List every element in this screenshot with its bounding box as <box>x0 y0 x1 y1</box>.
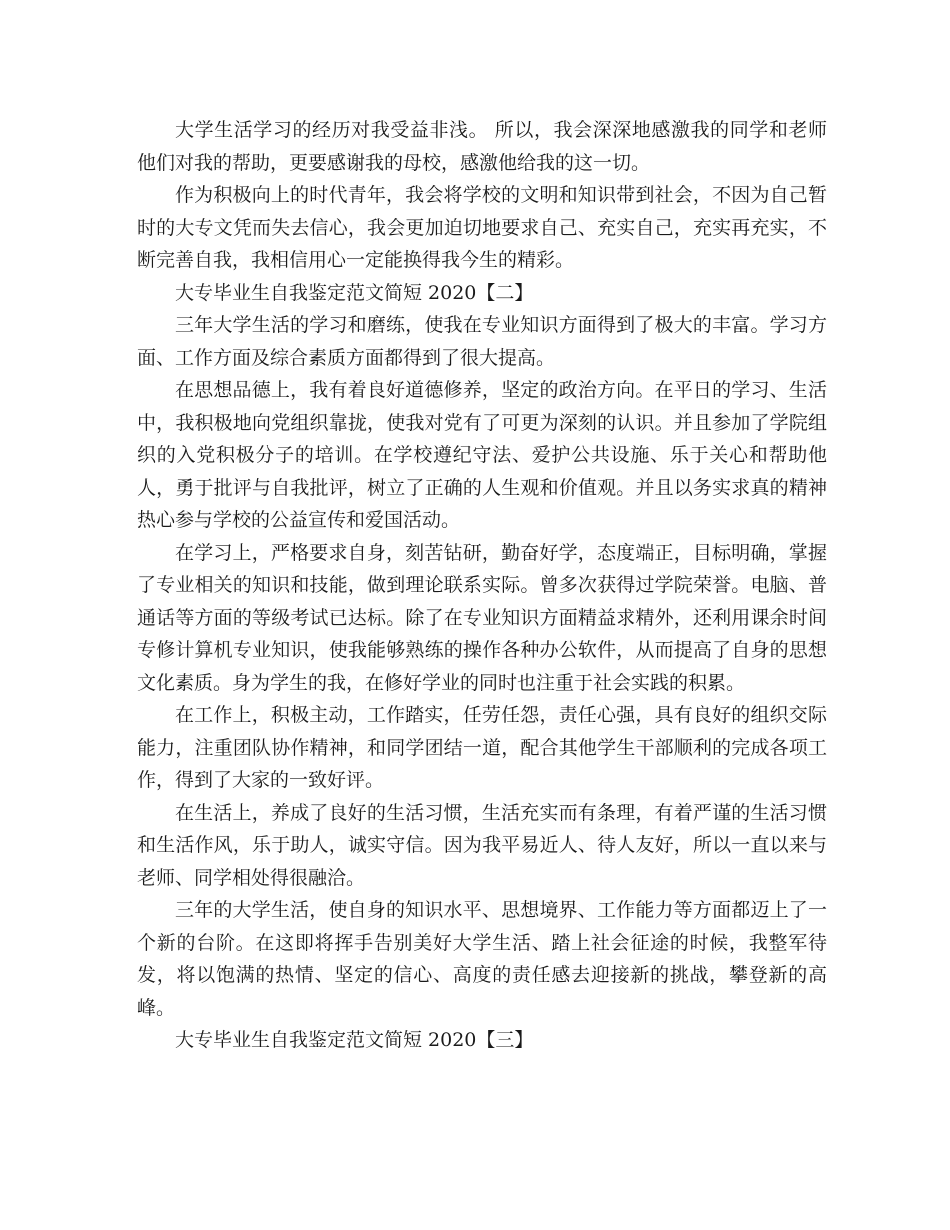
paragraph-overview: 三年大学生活的学习和磨练，使我在专业知识方面得到了极大的丰富。学习方面、工作方面及综合素质方面都得到了很大提高。 <box>137 314 827 369</box>
document-body <box>137 114 827 1057</box>
paragraph-work: 在工作上，积极主动，工作踏实，任劳任怨，责任心强，具有良好的组织交际能力，注重团队协作精神，和同学团结一道，配合其他学生干部顺利的完成各项工作，得到了大家的一致好评。 <box>137 704 827 791</box>
paragraph-gratitude: 大学生活学习的经历对我受益非浅。 所以，我会深深地感激我的同学和老师他们对我的帮助，更要感谢我的母校，感激他给我的这一切。 <box>137 119 827 174</box>
paragraph-summary: 三年的大学生活，使自身的知识水平、思想境界、工作能力等方面都迈上了一个新的台阶。在这即将挥手告别美好大学生活、踏上社会征途的时候，我整军待发，将以饱满的热情、坚定的信心、高度的责任感去迎接新的挑战，攀登新的高峰。 <box>137 899 827 1019</box>
paragraph-life: 在生活上，养成了良好的生活习惯，生活充实而有条理，有着严谨的生活习惯和生活作风，乐于助人，诚实守信。因为我平易近人、待人友好，所以一直以来与老师、同学相处得很融洽。 <box>137 801 827 889</box>
paragraph-morality: 在思想品德上，我有着良好道德修养，坚定的政治方向。在平日的学习、生活中，我积极地向党组织靠拢，使我对党有了可更为深刻的认识。并且参加了学院组织的入党积极分子的培训。在学校遵纪守法、爱护公共设施、乐于关心和帮助他人，勇于批评与自我批评，树立了正确的人生观和价值观。并且以务实求真的精神热心参与学校的公益宣传和爱国活动。 <box>137 379 827 531</box>
paragraph-confidence: 作为积极向上的时代青年，我会将学校的文明和知识带到社会，不因为自己暂时的大专文凭而失去信心，我会更加迫切地要求自己、充实自己，充实再充实，不断完善自我，我相信用心一定能换得我今生的精彩。 <box>137 184 827 271</box>
section-heading-three: 大专毕业生自我鉴定范文简短 2020【三】 <box>175 1029 534 1051</box>
section-heading-two: 大专毕业生自我鉴定范文简短 2020【二】 <box>175 281 534 304</box>
paragraph-study: 在学习上，严格要求自身，刻苦钻研，勤奋好学，态度端正，目标明确，掌握了专业相关的知识和技能，做到理论联系实际。曾多次获得过学院荣誉。电脑、普通话等方面的等级考试已达标。除了在专业知识方面精益求精外，还利用课余时间专修计算机专业知识，使我能够熟练的操作各种办公软件，从而提高了自身的思想文化素质。身为学生的我，在修好学业的同时也注重于社会实践的积累。 <box>137 541 827 694</box>
